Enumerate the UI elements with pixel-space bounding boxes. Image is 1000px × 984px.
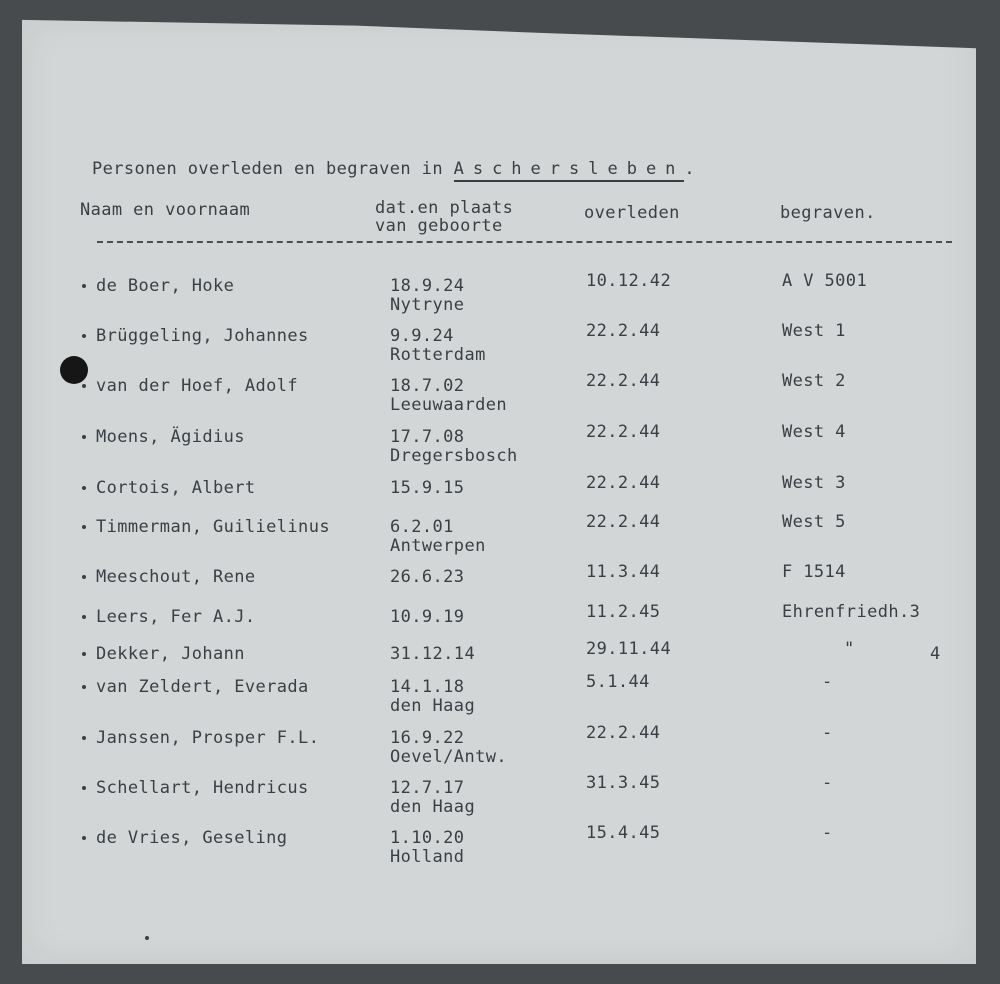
row-tick-mark [82, 575, 86, 579]
row-name: de Boer, Hoke [96, 276, 235, 296]
row-buried: A V 5001 [782, 271, 868, 291]
row-tick-mark [82, 334, 86, 338]
row-name: Meeschout, Rene [96, 567, 256, 587]
row-birth-date: 9.9.24 [390, 326, 454, 346]
row-birth-date: 1.10.20 [390, 828, 465, 848]
row-tick-mark [82, 786, 86, 790]
table-row [0, 823, 1000, 875]
table-row [0, 321, 1000, 373]
row-birth-place: den Haag [390, 696, 476, 716]
row-name: Cortois, Albert [96, 478, 256, 498]
row-died: 10.12.42 [586, 271, 672, 291]
row-died: 22.2.44 [586, 371, 661, 391]
row-birth-date: 10.9.19 [390, 607, 465, 627]
row-tick-mark [82, 836, 86, 840]
row-birth-place: Nytryne [390, 295, 465, 315]
row-birth-place: den Haag [390, 797, 476, 817]
header-died: overleden [584, 203, 680, 223]
row-name: Schellart, Hendricus [96, 778, 309, 798]
row-died: 22.2.44 [586, 321, 661, 341]
row-tick-mark [82, 284, 86, 288]
row-birth-date: 15.9.15 [390, 478, 465, 498]
row-birth-place: Oevel/Antw. [390, 747, 507, 767]
row-died: 29.11.44 [586, 639, 672, 659]
row-died: 5.1.44 [586, 672, 650, 692]
row-tick-mark [82, 685, 86, 689]
row-buried: West 1 [782, 321, 846, 341]
table-row [0, 773, 1000, 825]
row-died: 15.4.45 [586, 823, 661, 843]
table-row [0, 371, 1000, 423]
row-birth-date: 14.1.18 [390, 677, 465, 697]
row-birth-date: 6.2.01 [390, 517, 454, 537]
row-died: 22.2.44 [586, 723, 661, 743]
table-row [0, 271, 1000, 323]
title-place: Aschersleben [454, 159, 685, 182]
row-tick-mark [82, 525, 86, 529]
row-birth-place: Leeuwaarden [390, 395, 507, 415]
row-name: de Vries, Geseling [96, 828, 288, 848]
row-died: 22.2.44 [586, 422, 661, 442]
row-died: 22.2.44 [586, 473, 661, 493]
row-birth-place: Dregersbosch [390, 446, 518, 466]
row-tick-mark [82, 384, 86, 388]
row-birth-place: Rotterdam [390, 345, 486, 365]
row-name: Timmerman, Guilielinus [96, 517, 330, 537]
row-birth-place: Antwerpen [390, 536, 486, 556]
row-tick-mark [82, 652, 86, 656]
row-birth-place: Holland [390, 847, 465, 867]
row-name: van der Hoef, Adolf [96, 376, 299, 396]
row-birth-date: 17.7.08 [390, 427, 465, 447]
row-buried: F 1514 [782, 562, 846, 582]
row-birth-date: 26.6.23 [390, 567, 465, 587]
table-row [0, 422, 1000, 474]
row-birth-date: 18.9.24 [390, 276, 465, 296]
row-buried: West 5 [782, 512, 846, 532]
row-birth-date: 18.7.02 [390, 376, 465, 396]
row-buried: - [822, 723, 833, 743]
table-row [0, 512, 1000, 564]
row-died: 22.2.44 [586, 512, 661, 532]
row-died: 11.2.45 [586, 602, 661, 622]
row-name: Brüggeling, Johannes [96, 326, 309, 346]
title-prefix: Personen overleden en begraven in [92, 159, 454, 179]
header-name: Naam en voornaam [80, 200, 251, 220]
row-name: Janssen, Prosper F.L. [96, 728, 320, 748]
row-buried: - [822, 672, 833, 692]
document-title [92, 160, 695, 178]
stray-mark [145, 936, 149, 940]
row-died: 11.3.44 [586, 562, 661, 582]
row-buried: " [844, 639, 855, 659]
table-row [0, 672, 1000, 724]
row-tick-mark [82, 736, 86, 740]
header-buried: begraven. [780, 203, 876, 223]
row-buried: West 3 [782, 473, 846, 493]
row-name: Dekker, Johann [96, 644, 245, 664]
header-divider [97, 241, 952, 243]
table-row [0, 723, 1000, 775]
row-birth-date: 16.9.22 [390, 728, 465, 748]
row-died: 31.3.45 [586, 773, 661, 793]
row-name: van Zeldert, Everada [96, 677, 309, 697]
header-birth-line1: dat.en plaats [375, 198, 514, 218]
row-buried-extra: 4 [930, 644, 941, 664]
row-name: Leers, Fer A.J. [96, 607, 256, 627]
row-buried: Ehrenfriedh.3 [782, 602, 921, 622]
row-buried: West 4 [782, 422, 846, 442]
row-name: Moens, Ägidius [96, 427, 245, 447]
row-tick-mark [82, 486, 86, 490]
row-tick-mark [82, 615, 86, 619]
row-buried: - [822, 773, 833, 793]
row-birth-date: 31.12.14 [390, 644, 476, 664]
row-buried: West 2 [782, 371, 846, 391]
header-birth-line2: van geboorte [375, 216, 503, 236]
row-buried: - [822, 823, 833, 843]
row-birth-date: 12.7.17 [390, 778, 465, 798]
title-suffix: . [684, 159, 696, 179]
row-tick-mark [82, 435, 86, 439]
